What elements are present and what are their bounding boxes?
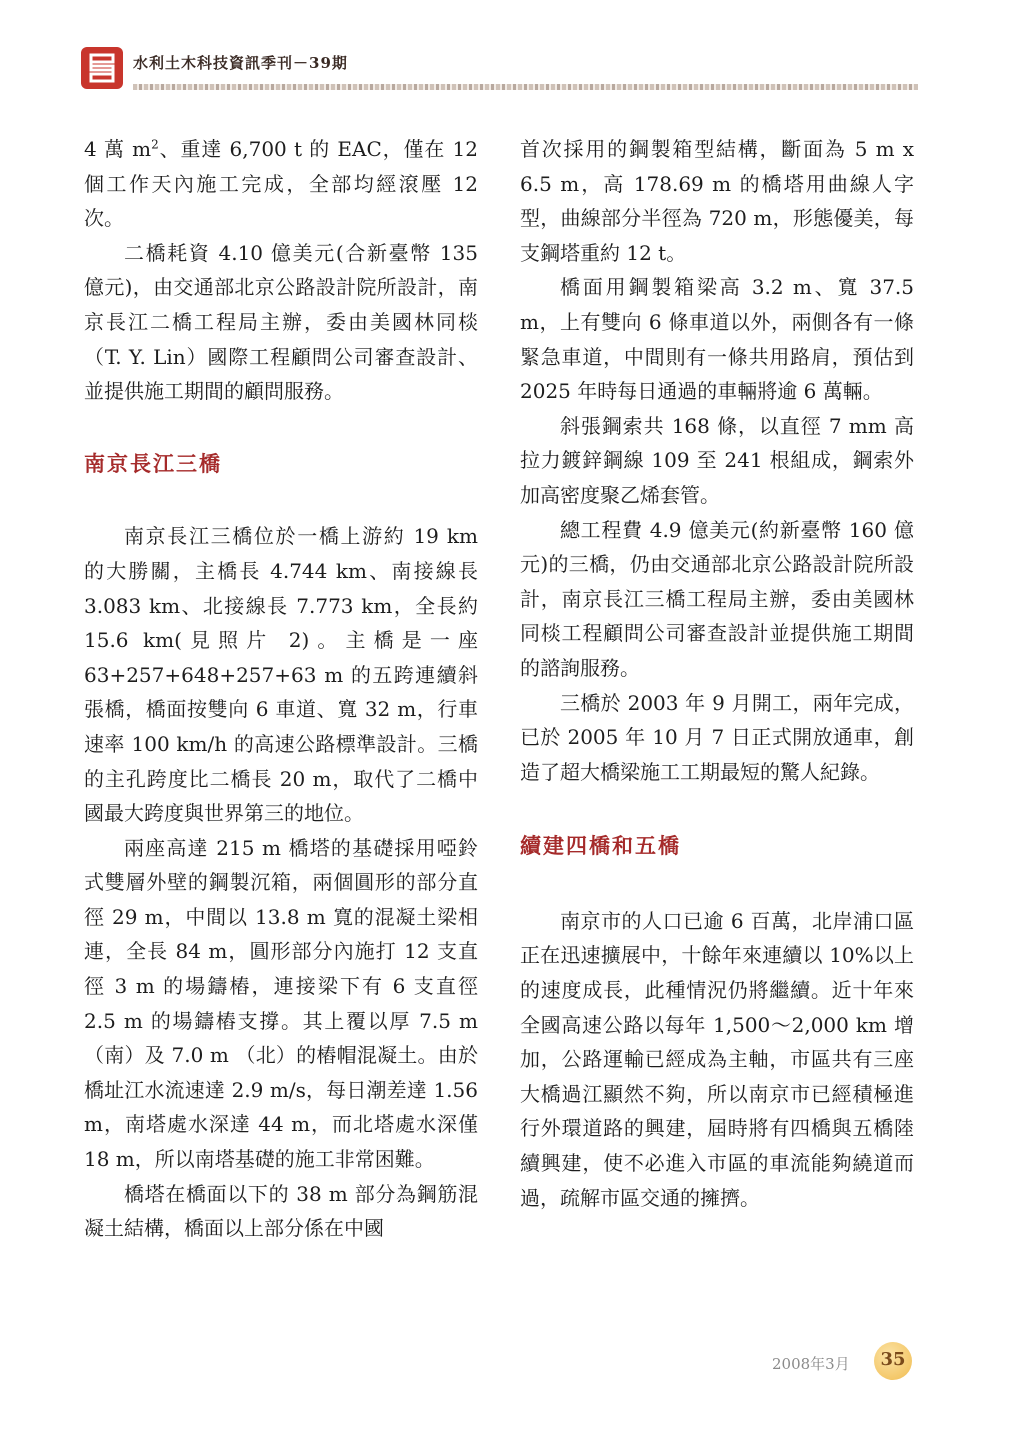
- section-heading: 南京長江三橋: [84, 451, 222, 476]
- paragraph: 4 萬 $m^2$、重達 6,700 t 的 EAC，僅在 12 個工作天內施工完成，全部均經滾壓 12 次。: [84, 137, 479, 231]
- header-decorative-rule: [133, 84, 918, 90]
- paragraph: 南京長江三橋位於一橋上游約 19 km 的大勝關，主橋長 4.744 km、南接線長 3.083 km、北接線長 7.773 km，全長約 15.6 km(見照片 2)。主橋是一座 63+257+648+257+63 m 的五跨連續斜張橋，橋面按雙向 6 車道、寬 32 m，行車速率 100 km/h 的高速公路標準設計。三橋的主孔跨度比二橋長 20 m，取代了二橋中國最大跨度與世界第三的地位。: [84, 524, 478, 826]
- paragraph: 兩座高達 215 m 橋塔的基礎採用啞鈴式雙層外壁的鋼製沉箱，兩個圓形的部分直徑 29 m，中間以 13.8 m 寬的混凝土梁相連，全長 84 m，圓形部分內施打 12 支直徑 3 m 的場鑄樁，連接梁下有 6 支直徑 2.5 m 的場鑄樁支撐。其上覆以厚 7.5 m（南）及 7.0 m （北）的樁帽混凝土。由於橋址江水流速達 2.9 m/s，每日潮差達 1.56 m，南塔處水深達 44 m，而北塔處水深僅 18 m，所以南塔基礎的施工非常困難。: [84, 835, 478, 1172]
- issue-date: 2008年3月: [772, 1355, 850, 1373]
- paragraph: 二橋耗資 4.10 億美元(合新臺幣 135 億元)，由交通部北京公路設計院所設計，南京長江二橋工程局主辦，委由美國林同棪（T. Y. Lin）國際工程顧問公司審查設計、並提供施工期間的顧問服務。: [84, 240, 478, 404]
- paragraph: 橋面用鋼製箱梁高 3.2 m、寬 37.5 m，上有雙向 6 條車道以外，兩側各有一條緊急車道，中間則有一條共用路肩，預估到 2025 年時每日通過的車輛將逾 6 萬輛。: [520, 275, 914, 404]
- paragraph: 三橋於 2003 年 9 月開工，兩年完成，已於 2005 年 10 月 7 日正式開放通車，創造了超大橋梁施工工期最短的驚人紀錄。: [520, 690, 914, 784]
- paragraph: 橋塔在橋面以下的 38 m 部分為鋼筋混凝土結構，橋面以上部分係在中國: [84, 1181, 478, 1241]
- right-column: [520, 132, 914, 1215]
- page-header: [80, 46, 918, 98]
- paragraph: 總工程費 4.9 億美元(約新臺幣 160 億元)的三橋，仍由交通部北京公路設計院所設計，南京長江三橋工程局主辦，委由美國林同棪工程顧問公司審查設計並提供施工期間的諮詢服務。: [520, 517, 914, 680]
- journal-logo-icon: [80, 46, 124, 90]
- paragraph: 南京市的人口已逾 6 百萬，北岸浦口區正在迅速擴展中，十餘年來連續以 10%以上的速度成長，此種情況仍將繼續。近十年來全國高速公路以每年 1,500～2,000 km 增加，公路運輸已經成為主軸，市區共有三座大橋過江顯然不夠，所以南京市已經積極進行外環道路的興建，屆時將有四橋與五橋陸續興建，使不必進入市區的車流能夠繞道而過，疏解市區交通的擁擠。: [520, 908, 914, 1210]
- section-heading: 續建四橋和五橋: [520, 834, 681, 859]
- left-column: [84, 132, 478, 1246]
- paragraph: 斜張鋼索共 168 條，以直徑 7 mm 高拉力鍍鋅鋼線 109 至 241 根組成，鋼索外加高密度聚乙烯套管。: [520, 413, 914, 507]
- page-number: 35: [880, 1349, 906, 1370]
- paragraph: 首次採用的鋼製箱型結構，斷面為 5 m x 6.5 m，高 178.69 m 的橋塔用曲線人字型，曲線部分半徑為 720 m，形態優美，每支鋼塔重約 12 t。: [520, 137, 914, 265]
- journal-title: 水利土木科技資訊季刊－39期: [133, 54, 348, 72]
